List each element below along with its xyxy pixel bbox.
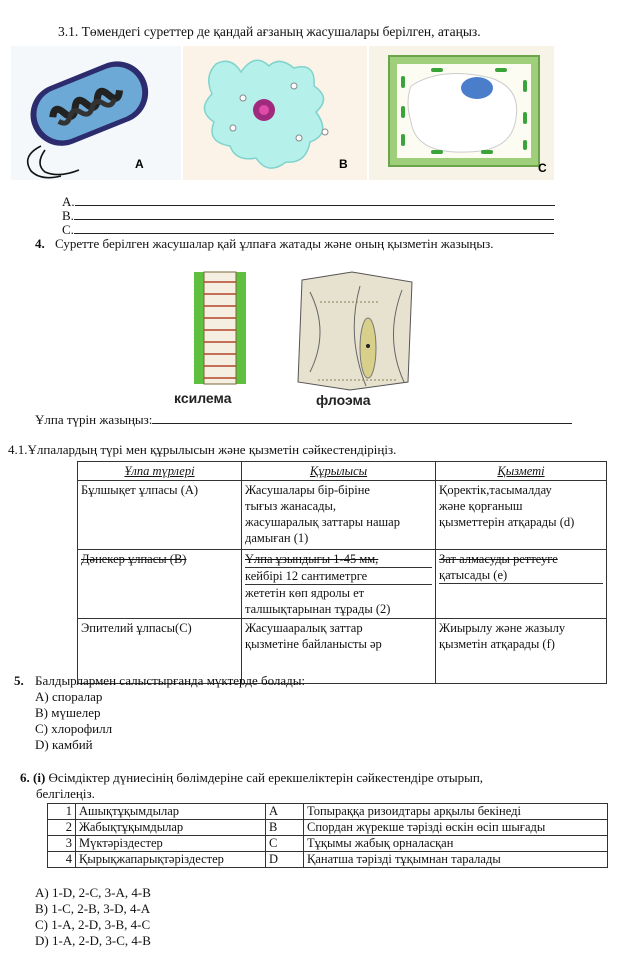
xylem-image	[174, 272, 246, 406]
q6-sub: (і)	[33, 770, 46, 785]
structure-line: жететін көп ядролы ет	[245, 584, 432, 601]
function-line: Зат алмасуды реттеуге	[439, 552, 558, 566]
division-name: Мүктәріздестер	[76, 836, 266, 852]
xylem-label: ксилема	[174, 390, 232, 406]
figure-label-b: B	[339, 157, 348, 171]
plant-cell-image	[369, 46, 554, 180]
table-row	[78, 481, 607, 550]
q6-heading	[20, 770, 483, 786]
function-cell	[436, 550, 607, 619]
feature-description: Тұқымы жабық орналасқан	[304, 836, 608, 852]
q6-option-c[interactable]: C) 1-A, 2-D, 3-B, 4-C	[35, 917, 151, 932]
q6-title-line2: белгілеңіз.	[36, 786, 95, 801]
cell-figures	[11, 46, 554, 180]
q6-option-a[interactable]: A) 1-D, 2-C, 3-A, 4-B	[35, 885, 151, 900]
structure-line: тығыз жанасады,	[245, 499, 337, 513]
function-line: және қорғаныш	[439, 499, 523, 513]
q5-option-b[interactable]: B) мүшелер	[35, 705, 101, 720]
tissue-answer-line[interactable]	[35, 412, 572, 428]
table-row	[78, 550, 607, 619]
feature-letter: A	[266, 804, 304, 820]
figure-label-a: A	[135, 157, 144, 171]
answer-label-c: C.	[62, 222, 74, 237]
division-name: Жабықтұқымдылар	[76, 820, 266, 836]
function-line: қызметтерін атқарады (d)	[439, 515, 575, 529]
q5-option-a[interactable]: A) споралар	[35, 689, 103, 704]
structure-cell	[242, 550, 436, 619]
feature-letter: C	[266, 836, 304, 852]
q5-option-c[interactable]: C) хлорофилл	[35, 721, 113, 736]
feature-description: Спордан жүрекше тәрізді өскін өсіп шығады	[304, 820, 608, 836]
row-number: 2	[48, 820, 76, 836]
phloem-image	[298, 272, 412, 408]
structure-line: кейбірі 12 сантиметрге	[245, 567, 432, 584]
amoeba-cell-image	[183, 46, 367, 180]
tissue-type-cell: Бұлшықет ұлпасы (A)	[78, 481, 242, 550]
structure-line: жасушаралық заттары нашар	[245, 515, 400, 529]
structure-line: дамыған (1)	[245, 531, 309, 545]
tissue-type-cell	[78, 550, 242, 619]
q5-option-d[interactable]: D) камбий	[35, 737, 93, 752]
structure-line: қызметіне байланысты әр	[245, 637, 382, 651]
plant-division-table	[47, 803, 608, 868]
q31-title: 3.1. Төмендегі суреттер де қандай ағзаның жасушалары берілген, атаңыз.	[58, 24, 481, 39]
tissue-matching-table	[77, 461, 607, 684]
feature-description: Қанатша тәрізді тұқымнан таралады	[304, 852, 608, 868]
q6-number: 6.	[20, 770, 30, 785]
division-name: Қырықжапарықтәріздестер	[76, 852, 266, 868]
tissue-answer-prompt: Ұлпа түрін жазыңыз:	[35, 412, 153, 427]
figure-label-c: C	[538, 161, 547, 175]
answer-label-b: B.	[62, 208, 74, 223]
q6-option-d[interactable]: D) 1-A, 2-D, 3-C, 4-B	[35, 933, 151, 948]
division-name: Ашықтұқымдылар	[76, 804, 266, 820]
xylem-phloem-figure	[170, 262, 440, 412]
header-function: Қызметі	[436, 462, 607, 481]
q4-title: Суретте берілген жасушалар қай ұлпаға жатады және оның қызметін жазыңыз.	[55, 236, 494, 251]
q6-title-line1: Өсімдіктер дүниесінің бөлімдеріне сай ерекшеліктерін сәйкестендіре отырып,	[48, 770, 484, 785]
row-number: 3	[48, 836, 76, 852]
q5-title: Балдырлармен салыстырғанда мүктерде болады:	[35, 673, 306, 688]
header-tissue-types: Ұлпа түрлері	[78, 462, 242, 481]
tissue-type-cell: Эпителий ұлпасы(С)	[78, 619, 242, 684]
phloem-label: флоэма	[316, 392, 371, 408]
q6-option-b[interactable]: B) 1-C, 2-B, 3-D, 4-A	[35, 901, 151, 916]
tissue-type-text: Дәнекер ұлпасы (B)	[81, 552, 187, 566]
table-row	[48, 820, 608, 836]
function-line: қатысады (e)	[439, 567, 603, 584]
header-structure: Құрылысы	[242, 462, 436, 481]
row-number: 1	[48, 804, 76, 820]
table-row	[48, 852, 608, 868]
function-cell	[436, 619, 607, 684]
q4-number: 4.	[35, 236, 45, 251]
function-line: Жиырылу және жазылу	[439, 621, 566, 635]
bacterium-cell-image	[11, 46, 181, 180]
row-number: 4	[48, 852, 76, 868]
function-cell	[436, 481, 607, 550]
structure-line: Жасушааралық заттар	[245, 621, 363, 635]
feature-description: Топыраққа ризоидтары арқылы бекінеді	[304, 804, 608, 820]
q5-number: 5.	[14, 673, 24, 688]
table-row	[48, 804, 608, 820]
table-row	[48, 836, 608, 852]
table-header-row	[78, 462, 607, 481]
structure-line: Жасушалары бір-біріне	[245, 483, 370, 497]
answer-label-a: A.	[62, 194, 75, 209]
structure-cell	[242, 481, 436, 550]
function-line: қызметін атқарады (f)	[439, 637, 555, 651]
feature-letter: D	[266, 852, 304, 868]
q41-title: 4.1.Ұлпалардың түрі мен құрылысын және қызметін сәйкестендіріңіз.	[8, 442, 397, 457]
function-line: Қоректік,тасымалдау	[439, 483, 552, 497]
structure-line: Ұлпа ұзындығы 1-45 мм,	[245, 552, 379, 566]
feature-letter: B	[266, 820, 304, 836]
structure-line: талшықтарынан тұрады (2)	[245, 602, 391, 616]
